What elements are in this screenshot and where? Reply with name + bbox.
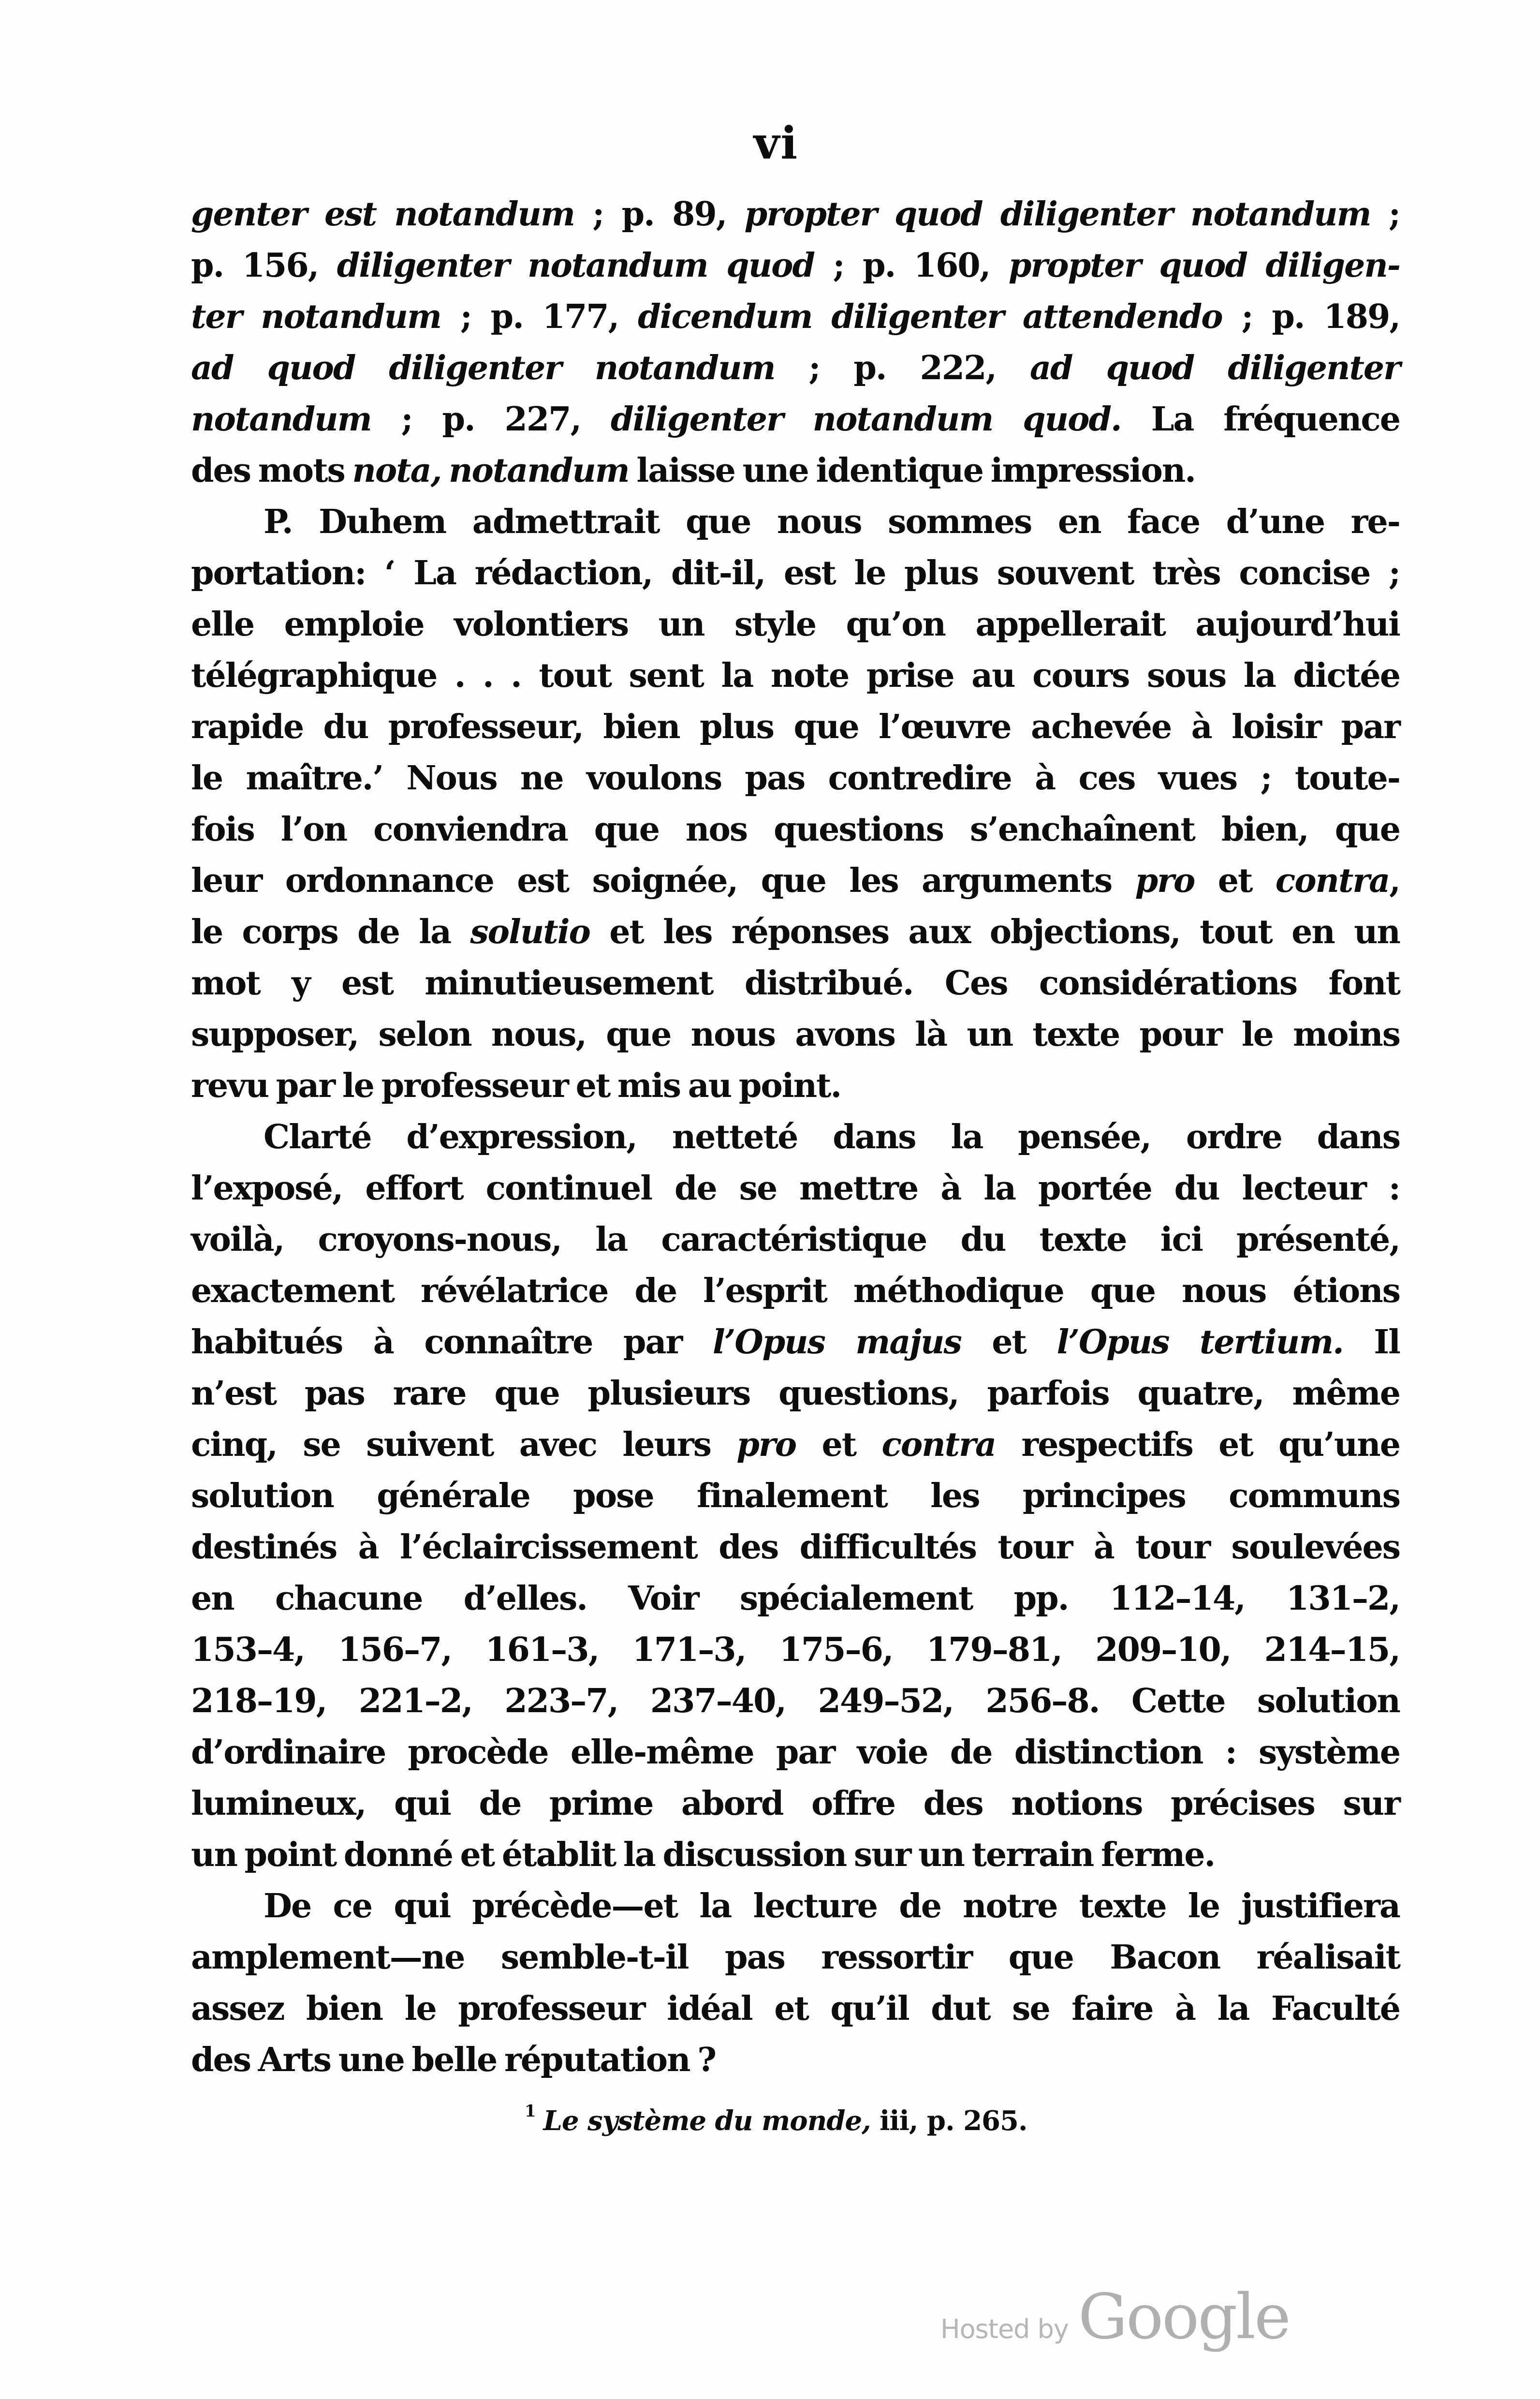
text-line [191,394,1400,445]
text-line [191,1573,1400,1624]
text-line [191,548,1400,599]
text-line [191,1881,1400,1932]
italic-text-segment: diligenter notandum quod [337,246,815,285]
paragraph [191,1881,1400,2086]
text-segment: De ce qui précède—et la lecture de notre texte le justifiera [264,1887,1400,1925]
text-line [191,1624,1400,1675]
text-segment: supposer, selon nous, que nous avons là un texte pour le moins [191,1015,1400,1054]
footnote-marker: 1 [525,2102,536,2121]
text-segment: ; p. 89, [574,195,745,234]
text-line [191,2034,1400,2086]
paragraph [191,189,1400,496]
text-segment: et [961,1323,1057,1362]
text-line [191,240,1400,291]
text-segment: destinés à l’éclaircissement des difficultés tour à tour soulevées [191,1528,1400,1567]
text-segment: solution générale pose finalement les principes communs [191,1477,1400,1515]
google-logo: Google [1078,2281,1290,2353]
text-segment: des mots [191,451,352,490]
text-line [191,1727,1400,1778]
text-line [191,445,1400,496]
italic-text-segment: dicendum diligenter attendendo [638,297,1222,336]
text-line [191,342,1400,394]
italic-text-segment: solutio [470,913,590,951]
text-segment: ; p. 189, [1222,297,1400,336]
text-segment: portation: ‘ La rédaction, dit-il, est le plus souvent très concise ; [191,554,1400,592]
text-segment: et les réponses aux objections, tout en un [589,913,1400,951]
text-line [191,599,1400,650]
text-line [191,1932,1400,1983]
paragraph [191,1111,1400,1881]
text-segment: et [1194,861,1276,900]
text-block [191,189,1400,2086]
text-segment: mot y est minutieusement distribué. Ces considérations font [191,964,1400,1003]
text-segment: n’est pas rare que plusieurs questions, parfois quatre, même [191,1374,1400,1413]
italic-text-segment: l’Opus majus [712,1323,961,1362]
text-segment: P. Duhem admettrait que nous sommes en face d’une re- [264,503,1400,541]
text-segment: en chacune d’elles. Voir spécialement pp. 112–14, 131–2, [191,1579,1400,1618]
footnote-work-title: Le système du monde, [543,2105,871,2137]
text-line [191,189,1400,240]
paragraph [191,496,1400,1111]
text-line [191,1829,1400,1881]
text-segment: télégraphique . . . tout sent la note prise au cours sous la dictée [191,656,1400,695]
text-line [191,291,1400,342]
italic-text-segment: diligenter notandum quod. [611,400,1121,439]
text-line [191,1214,1400,1265]
text-segment: habitués à connaître par [191,1323,713,1362]
text-line [191,855,1400,906]
text-line [191,753,1400,804]
text-segment: , [1389,861,1400,900]
italic-text-segment: pro [736,1425,796,1464]
text-line [191,1009,1400,1060]
text-segment: des Arts une belle réputation ? [191,2041,716,2079]
text-segment: ; p. 222, [775,349,1030,387]
text-line [191,1368,1400,1419]
text-segment: ; p. 227, [371,400,611,439]
italic-text-segment: propter quod diligen- [1008,246,1400,285]
text-line [191,1317,1400,1368]
text-segment: revu par le professeur et mis au point. [191,1066,841,1105]
text-segment: l’exposé, effort continuel de se mettre à la portée du lecteur : [191,1169,1400,1208]
italic-text-segment: ad quod diligenter [1029,349,1400,387]
text-segment: p. 156, [191,246,337,285]
text-segment: respectifs et qu’une [996,1425,1400,1464]
text-segment: d’ordinaire procède elle-même par voie de distinction : système [191,1733,1400,1772]
text-line [191,1778,1400,1829]
text-segment: Clarté d’expression, netteté dans la pensée, ordre dans [264,1118,1400,1156]
text-segment: cinq, se suivent avec leurs [191,1425,737,1464]
text-segment: le maître.’ Nous ne voulons pas contredire à ces vues ; toute- [191,759,1400,798]
text-line [191,1111,1400,1163]
text-line [191,1060,1400,1111]
text-segment: exactement révélatrice de l’esprit méthodique que nous étions [191,1272,1400,1310]
text-segment: amplement—ne semble-t-il pas ressortir que Bacon réalisait [191,1938,1400,1977]
text-line [191,650,1400,701]
text-segment: un point donné et établit la discussion sur un terrain ferme. [191,1836,1215,1874]
text-segment: 218–19, 221–2, 223–7, 237–40, 249–52, 256–8. Cette solution [191,1682,1400,1720]
text-segment: 153–4, 156–7, 161–3, 171–3, 175–6, 179–81, 209–10, 214–15, [191,1630,1400,1669]
text-segment: assez bien le professeur idéal et qu’il dut se faire à la Faculté [191,1989,1400,2028]
text-segment: La fréquence [1121,400,1400,439]
text-segment: rapide du professeur, bien plus que l’œuvre achevée à loisir par [191,708,1400,746]
text-line [191,1265,1400,1317]
text-segment: et [796,1425,882,1464]
text-line [191,496,1400,548]
italic-text-segment: pro [1135,861,1195,900]
text-line [191,1470,1400,1522]
text-segment: Il [1343,1323,1400,1362]
hosted-by-label: Hosted by [940,2314,1069,2344]
text-segment: leur ordonnance est soignée, que les arguments [191,861,1135,900]
text-line [191,906,1400,958]
text-line [191,1522,1400,1573]
text-line [191,1675,1400,1727]
footnote [525,2102,1027,2137]
italic-text-segment: notandum [191,400,371,439]
text-segment: voilà, croyons-nous, la caractéristique du texte ici présenté, [191,1220,1400,1259]
italic-text-segment: ter notandum [191,297,441,336]
text-line [191,804,1400,855]
text-segment: ; p. 160, [814,246,1009,285]
text-segment: ; [1370,195,1400,234]
text-segment: fois l’on conviendra que nos questions s’enchaînent bien, que [191,810,1400,849]
italic-text-segment: genter est notandum [191,195,574,234]
text-line [191,1163,1400,1214]
italic-text-segment: nota, notandum [352,451,629,490]
page-number: vi [753,117,799,169]
italic-text-segment: contra [1275,861,1390,900]
text-segment: elle emploie volontiers un style qu’on appellerait aujourd’hui [191,605,1400,644]
text-line [191,1419,1400,1470]
italic-text-segment: ad quod diligenter notandum [191,349,775,387]
italic-text-segment: contra [881,1425,996,1464]
text-segment: laisse une identique impression. [629,451,1195,490]
text-line [191,701,1400,753]
text-line [191,958,1400,1009]
watermark [940,2281,1290,2353]
text-segment: ; p. 177, [440,297,638,336]
text-line [191,1983,1400,2034]
text-segment: le corps de la [191,913,470,951]
italic-text-segment: l’Opus tertium. [1056,1323,1343,1362]
text-segment: lumineux, qui de prime abord offre des notions précises sur [191,1784,1400,1823]
footnote-reference: iii, p. 265. [870,2105,1027,2137]
italic-text-segment: propter quod diligenter notandum [744,195,1371,234]
